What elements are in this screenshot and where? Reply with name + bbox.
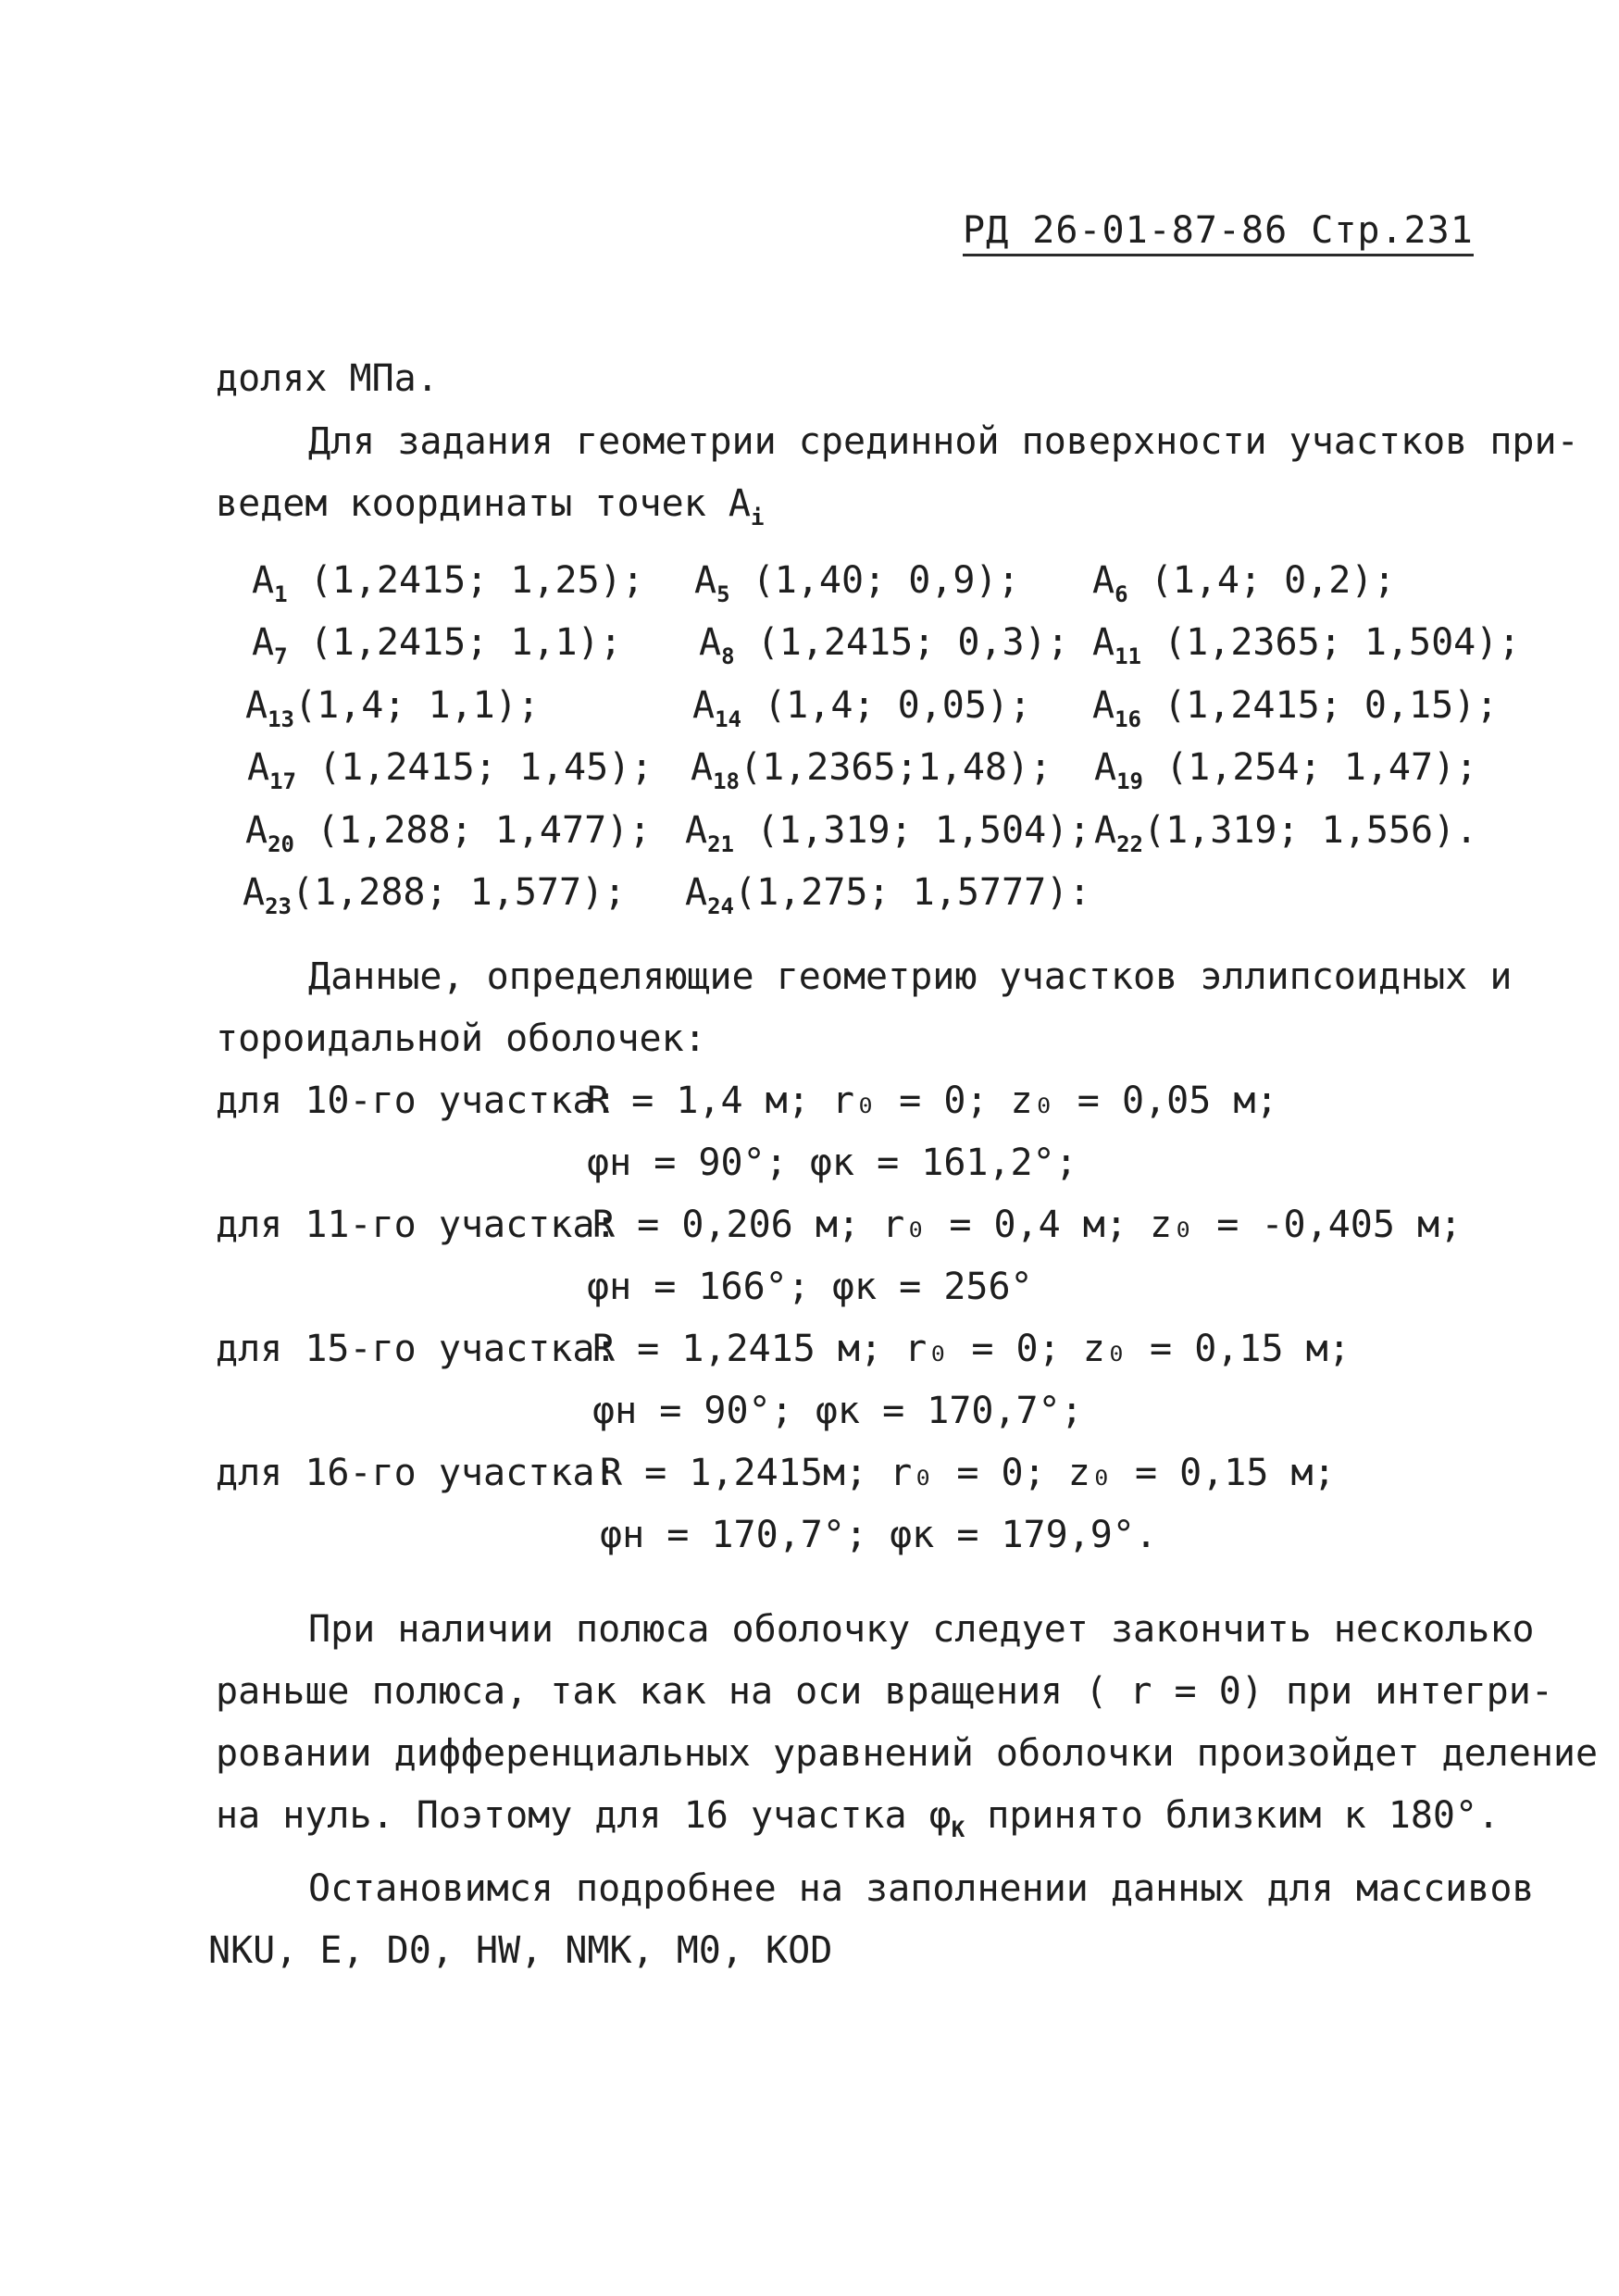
point-a8: $A_8$ (1,2415; 0,3); <box>699 621 1069 669</box>
point-a7: $A_7$ (1,2415; 1,1); <box>252 621 622 669</box>
section-11-row-2: φн = 166°; φк = 256° <box>587 1266 1033 1308</box>
paragraph-3-subscript: K <box>951 1816 965 1842</box>
text-line-1: долях МПа. <box>216 357 439 400</box>
point-a20: $A_{20}$ (1,288; 1,477); <box>245 809 652 857</box>
section-15-row-1: R = 1,2415 м; r₀ = 0; z₀ = 0,15 м; <box>592 1328 1351 1370</box>
paragraph-3-line-4 <box>216 1794 1500 1842</box>
paragraph-2-line-2: тороидальной оболочек: <box>216 1017 706 1060</box>
section-15-label: для 15-го участка: <box>216 1328 617 1370</box>
section-16-row-2: φн = 170,7°; φк = 179,9°. <box>600 1514 1158 1556</box>
section-10-row-2: φн = 90°; φк = 161,2°; <box>587 1142 1077 1184</box>
paragraph-1-line-2-text: ведем координаты точек A <box>216 482 751 525</box>
point-a13: $A_{13}(1,4$; 1,1); <box>245 684 540 732</box>
point-a5: $A_5$ (1,40; 0,9); <box>694 559 1020 607</box>
section-15-row-2: φн = 90°; φк = 170,7°; <box>592 1390 1083 1432</box>
point-a14: $A_{14}$ (1,4; 0,05); <box>692 684 1032 732</box>
paragraph-1-subscript: i <box>750 505 765 530</box>
point-a1: $A_1$ (1,2415; 1,25); <box>252 559 644 607</box>
section-10-label: для 10-го участка: <box>216 1079 617 1122</box>
section-10-row-1: R = 1,4 м; r₀ = 0; z₀ = 0,05 м; <box>587 1079 1278 1122</box>
section-11-row-1: R = 0,206 м; r₀ = 0,4 м; z₀ = -0,405 м; <box>592 1204 1463 1246</box>
document-reference-header: РД 26-01-87-86 Стр.231 <box>963 209 1474 256</box>
paragraph-4-line-2: NKU, E, D0, HW, NMK, M0, KOD <box>208 1929 833 1972</box>
section-16-row-1: R = 1,2415м; r₀ = 0; z₀ = 0,15 м; <box>600 1452 1336 1494</box>
point-a19: $A_{19}$ (1,254; 1,47); <box>1094 746 1478 794</box>
point-a22: $A_{22}(1,319$; 1,556). <box>1094 809 1478 857</box>
paragraph-3-line-4-text: на нуль. Поэтому для 16 участка φ <box>216 1794 952 1837</box>
point-a21: $A_{21}$ (1,319; 1,504); <box>685 809 1091 857</box>
paragraph-1-line-1: Для задания геометрии срединной поверхности участков при- <box>308 420 1579 463</box>
paragraph-3-line-2: раньше полюса, так как на оси вращения ( r = 0) при интегри- <box>216 1670 1553 1713</box>
point-a23: $A_{23}(1,288$; 1,577); <box>243 871 627 919</box>
point-a18: $A_{18}(1,2365;1,48)$; <box>691 746 1052 794</box>
paragraph-3-line-4-end: принято близким к 180°. <box>965 1794 1501 1837</box>
section-16-label: для 16-го участка: <box>216 1452 617 1494</box>
paragraph-4-line-1: Остановимся подробнее на заполнении данных для массивов <box>308 1867 1535 1910</box>
paragraph-1-line-2 <box>216 482 764 530</box>
paragraph-2-line-1: Данные, определяющие геометрию участков эллипсоидных и <box>308 955 1513 998</box>
point-a17: $A_{17}$ (1,2415; 1,45); <box>247 746 654 794</box>
point-a6: $A_6$ (1,4; 0,2); <box>1092 559 1396 607</box>
paragraph-3-line-1: При наличии полюса оболочку следует закончить несколько <box>308 1608 1535 1651</box>
paragraph-3-line-3: ровании дифференциальных уравнений оболочки произойдет деление <box>216 1732 1599 1775</box>
point-a24: $A_{24}(1,275$; 1,5777): <box>685 871 1091 919</box>
point-a11: $A_{11}$ (1,2365; 1,504); <box>1092 621 1521 669</box>
section-11-label: для 11-го участка: <box>216 1204 617 1246</box>
point-a16: $A_{16}$ (1,2415; 0,15); <box>1092 684 1499 732</box>
